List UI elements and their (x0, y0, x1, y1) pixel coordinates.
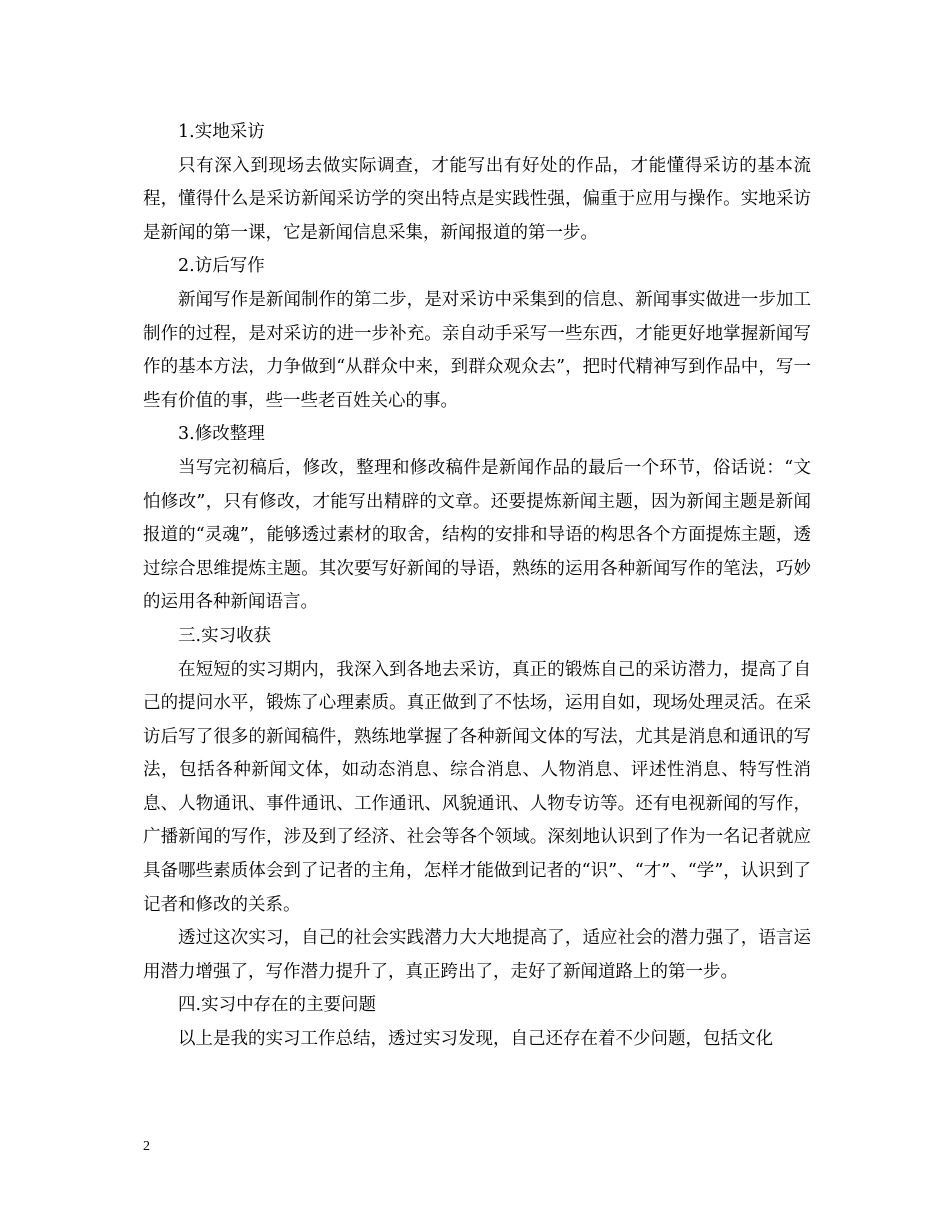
section-heading: 三.实习收获 (178, 625, 272, 646)
body-paragraph: 当写完初稿后，修改，整理和修改稿件是新闻作品的最后一个环节，俗话说：“文怕修改”，只有修改，才能写出精辟的文章。还要提炼新闻主题，因为新闻主题是新闻报道的“灵魂”，能够透过素材的取舍，结构的安排和导语的构思各个方面提炼主题，透过综合思维提炼主题。其次要写好新闻的导语，熟练的运用各种新闻写作的笔法，巧妙的运用各种新闻语言。 (143, 457, 811, 613)
section-heading: 1.实地采访 (178, 122, 265, 142)
section-heading: 3.修改整理 (178, 424, 265, 445)
page-number: 2 (143, 1139, 150, 1154)
body-paragraph: 只有深入到现场去做实际调查，才能写出有好处的作品，才能懂得采访的基本流程，懂得什么是采访新闻采访学的突出特点是实践性强，偏重于应用与操作。实地采访是新闻的第一课，它是新闻信息采集，新闻报道的第一步。 (143, 155, 811, 243)
section-heading: 2.访后写作 (178, 256, 265, 277)
body-paragraph: 以上是我的实习工作总结，透过实习发现，自己还存在着不少问题，包括文化 (178, 1029, 773, 1050)
body-paragraph: 透过这次实习，自己的社会实践潜力大大地提高了，适应社会的潜力强了，语言运用潜力增强了，写作潜力提升了，真正跨出了，走好了新闻道路上的第一步。 (143, 928, 811, 982)
body-paragraph: 新闻写作是新闻制作的第二步，是对采访中采集到的信息、新闻事实做进一步加工制作的过程，是对采访的进一步补充。亲自动手采写一些东西，才能更好地掌握新闻写作的基本方法，力争做到“从群众中来，到群众观众去”，把时代精神写到作品中，写一些有价值的事，些一些老百姓关心的事。 (143, 289, 811, 411)
section-heading: 四.实习中存在的主要问题 (178, 995, 377, 1016)
document-body (143, 116, 811, 1057)
body-paragraph: 在短短的实习期内，我深入到各地去采访，真正的锻炼自己的采访潜力，提高了自己的提问水平，锻炼了心理素质。真正做到了不怯场，运用自如，现场处理灵活。在采访后写了很多的新闻稿件，熟练地掌握了各种新闻文体的写法，尤其是消息和通讯的写法，包括各种新闻文体，如动态消息、综合消息、人物消息、评述性消息、特写性消息、人物通讯、事件通讯、工作通讯、风貌通讯、人物专访等。还有电视新闻的写作，广播新闻的写作，涉及到了经济、社会等各个领域。深刻地认识到了作为一名记者就应具备哪些素质体会到了记者的主角，怎样才能做到记者的“识”、“才”、“学”，认识到了记者和修改的关系。 (143, 659, 811, 915)
